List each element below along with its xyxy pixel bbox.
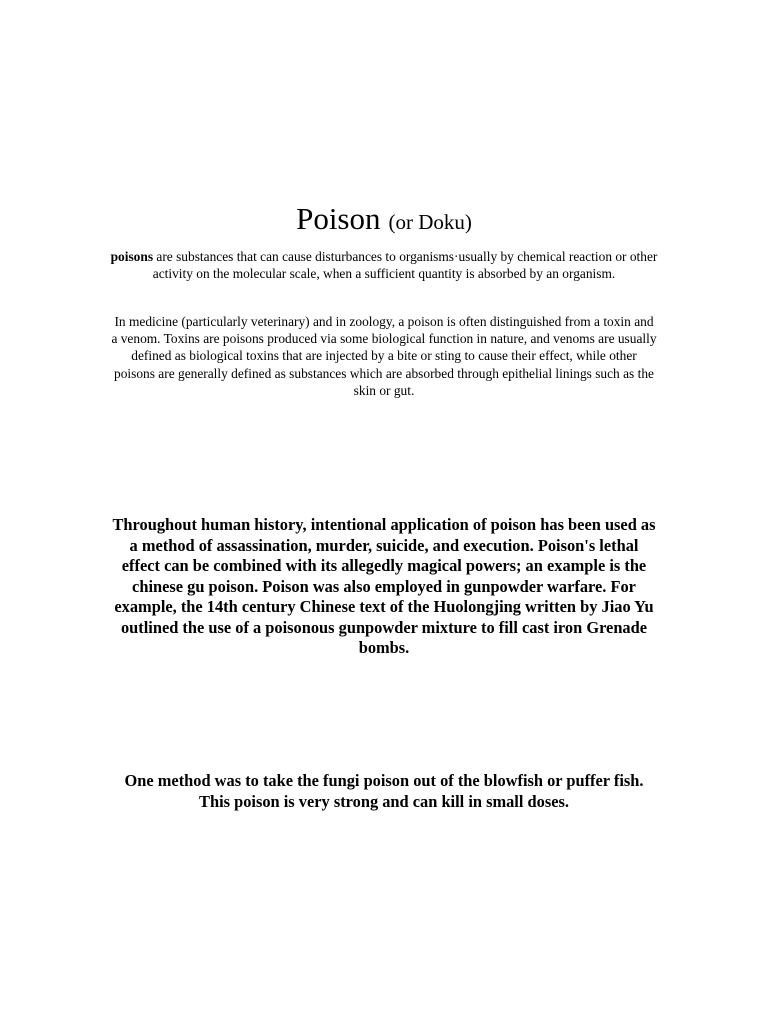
blowfish-paragraph: One method was to take the fungi poison out of the blowfish or puffer fish. This poison is very strong and can kill in small doses. [124,771,644,811]
definition-paragraph [110,248,658,282]
definition-text: are substances that can cause disturbances to organisms·usually by chemical reaction or other activity on the molecular scale, when a sufficient quantity is absorbed by an organism. [152,249,658,282]
definition-term: poisons [110,249,154,264]
title-subtitle: (or Doku) [388,210,472,234]
page-title [0,198,768,242]
medicine-paragraph: In medicine (particularly veterinary) and in zoology, a poison is often distinguished from a toxin and a venom. Toxins are poisons produced via some biological function in nature, and venoms are usually defined as biological toxins that are injected by a bite or sting to cause their effect, while other poisons are generally defined as substances which are absorbed through epithelial linings such as the skin or gut. [111,314,657,398]
history-paragraph: Throughout human history, intentional application of poison has been used as a method of assassination, murder, suicide, and execution. Poison's lethal effect can be combined with its allegedly magical powers; an example is the chinese gu poison. Poison was also employed in gunpowder warfare. For example, the 14th century Chinese text of the Huolongjing written by Jiao Yu outlined the use of a poisonous gunpowder mixture to fill cast iron Grenade bombs. [112,515,656,657]
title-main: Poison [296,201,381,236]
